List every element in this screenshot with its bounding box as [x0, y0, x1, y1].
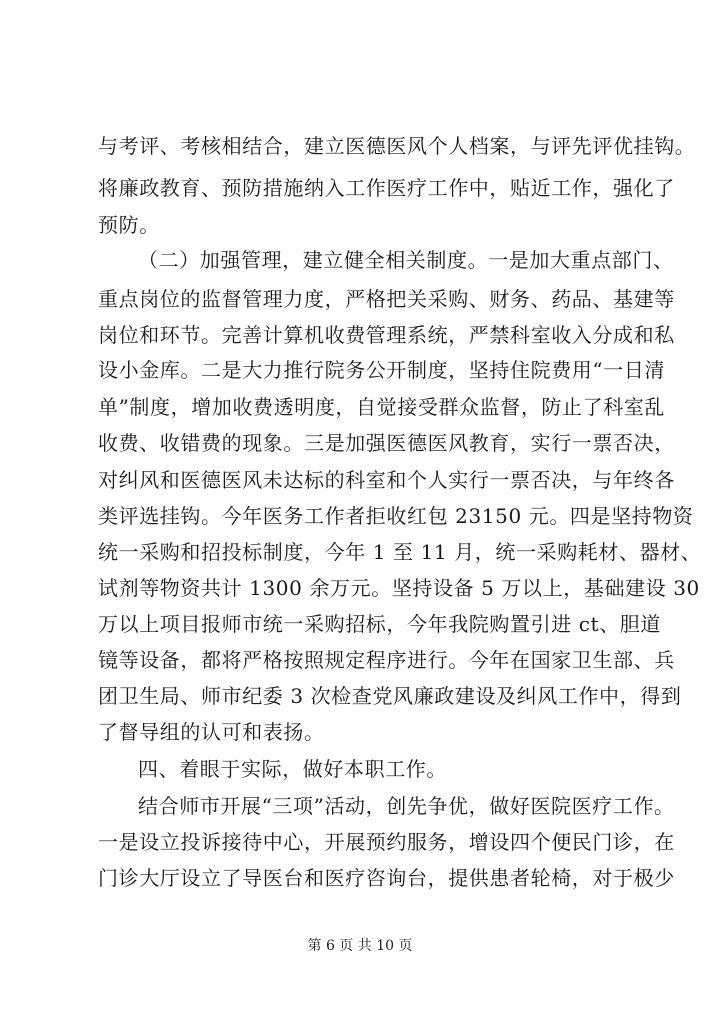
- text-line: 预防。: [98, 213, 160, 237]
- text-line: 与考评、考核相结合，建立医德医风个人档案，与评先评优挂钩。: [98, 134, 696, 158]
- text-line: 试剂等物资共计 1300 余万元。坚持设备 5 万以上，基础建设 30: [98, 576, 700, 600]
- text-line: 将廉政教育、预防措施纳入工作医疗工作中，贴近工作，强化了: [98, 176, 675, 200]
- page-number-footer: 第 6 页 共 10 页: [307, 938, 413, 954]
- text-line: 了督导组的认可和表扬。: [98, 720, 325, 744]
- text-line: 结合师市开展“三项”活动，创先争优，做好医院医疗工作。: [138, 794, 675, 818]
- text-line: 岗位和环节。完善计算机收费管理系统，严禁科室收入分成和私: [98, 323, 675, 347]
- text-line: （二）加强管理，建立健全相关制度。一是加大重点部门、: [138, 248, 674, 272]
- text-line: 门诊大厅设立了导医台和医疗咨询台，提供患者轮椅，对于极少: [98, 866, 675, 890]
- text-line: 收费、收错费的现象。三是加强医德医风教育，实行一票否决，: [98, 431, 675, 455]
- text-line: 类评选挂钩。今年医务工作者拒收红包 23150 元。四是坚持物资: [98, 504, 694, 528]
- text-line: 单”制度，增加收费透明度，自觉接受群众监督，防止了科室乱: [98, 395, 666, 419]
- text-line: 团卫生局、师市纪委 3 次检查党风廉政建设及纠风工作中，得到: [98, 684, 682, 708]
- section-heading: 四、着眼于实际，做好本职工作。: [138, 757, 447, 781]
- text-line: 对纠风和医德医风未达标的科室和个人实行一票否决，与年终各: [98, 468, 675, 492]
- text-line: 一是设立投诉接待中心，开展预约服务，增设四个便民门诊，在: [98, 830, 675, 854]
- text-line: 设小金库。二是大力推行院务公开制度，坚持住院费用“一日清: [98, 358, 666, 382]
- text-line: 统一采购和招投标制度，今年 1 至 11 月，统一采购耗材、器材、: [98, 540, 702, 564]
- text-line: 镜等设备，都将严格按照规定程序进行。今年在国家卫生部、兵: [98, 648, 675, 672]
- text-line: 万以上项目报师市统一采购招标，今年我院购置引进 ct、胆道: [98, 612, 661, 636]
- text-line: 重点岗位的监督管理力度，严格把关采购、财务、药品、基建等: [98, 287, 675, 311]
